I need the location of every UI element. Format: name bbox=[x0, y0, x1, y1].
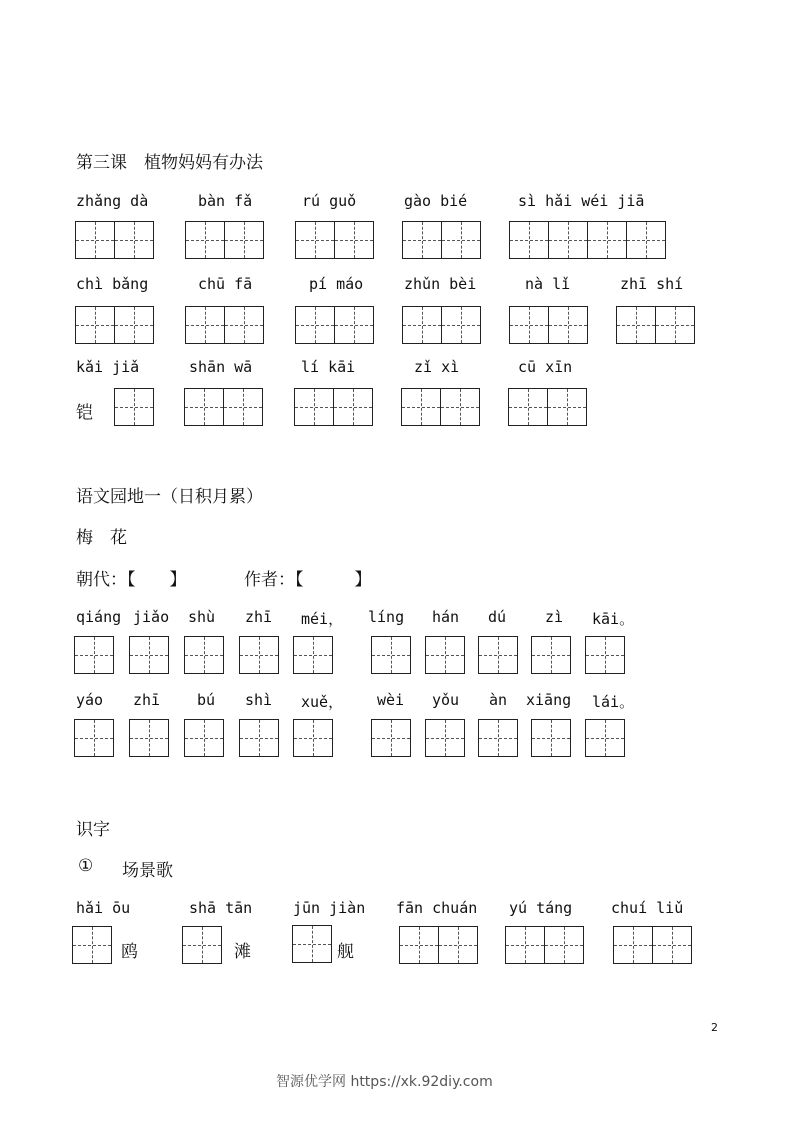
pinyin: chuí liǔ bbox=[611, 899, 684, 917]
pinyin: kāi。 bbox=[592, 610, 635, 628]
pinyin: méi， bbox=[301, 610, 344, 628]
section-title: 识字 bbox=[76, 820, 110, 840]
pinyin: cū xīn bbox=[518, 358, 573, 376]
pinyin: dú bbox=[488, 608, 507, 626]
writing-box[interactable] bbox=[129, 636, 169, 674]
writing-grid[interactable] bbox=[509, 306, 588, 344]
lesson-title: 第三课 植物妈妈有办法 bbox=[76, 153, 263, 173]
writing-box[interactable] bbox=[184, 636, 224, 674]
writing-box[interactable] bbox=[72, 926, 112, 964]
pinyin: zhī bbox=[133, 691, 161, 709]
pinyin: shù bbox=[188, 608, 216, 626]
pinyin: fān chuán bbox=[396, 899, 478, 917]
lesson-title: 场景歌 bbox=[122, 861, 173, 881]
writing-box[interactable] bbox=[425, 719, 465, 757]
writing-box[interactable] bbox=[129, 719, 169, 757]
pinyin: zhǎng dà bbox=[76, 192, 149, 210]
writing-grid[interactable] bbox=[184, 388, 263, 426]
writing-grid[interactable] bbox=[399, 926, 478, 964]
page-number: 2 bbox=[711, 1021, 718, 1034]
pinyin: jiǎo bbox=[133, 608, 170, 626]
dynasty-label: 朝代：【 】 bbox=[76, 570, 187, 590]
writing-box[interactable] bbox=[531, 719, 571, 757]
writing-box[interactable] bbox=[371, 719, 411, 757]
writing-box[interactable] bbox=[585, 719, 625, 757]
pinyin: zhǔn bèi bbox=[404, 275, 477, 293]
pinyin: yǒu bbox=[432, 691, 460, 709]
given-character: 鸥 bbox=[121, 942, 138, 962]
given-character: 滩 bbox=[234, 942, 251, 962]
pinyin: líng bbox=[368, 608, 405, 626]
pinyin: shān wā bbox=[189, 358, 253, 376]
writing-grid[interactable] bbox=[613, 926, 692, 964]
writing-box[interactable] bbox=[371, 636, 411, 674]
writing-box[interactable] bbox=[293, 636, 333, 674]
writing-grid[interactable] bbox=[616, 306, 695, 344]
pinyin: zì bbox=[545, 608, 564, 626]
writing-box[interactable] bbox=[239, 636, 279, 674]
footer-watermark[interactable]: 智源优学网 https://xk.92diy.com bbox=[276, 1074, 493, 1090]
lesson-number: ① bbox=[78, 856, 94, 876]
pinyin: lí kāi bbox=[301, 358, 356, 376]
writing-box[interactable] bbox=[478, 719, 518, 757]
pinyin: gào bié bbox=[404, 192, 468, 210]
writing-grid[interactable] bbox=[509, 221, 666, 259]
writing-box[interactable] bbox=[425, 636, 465, 674]
writing-grid[interactable] bbox=[294, 388, 373, 426]
writing-box[interactable] bbox=[293, 719, 333, 757]
pinyin: pí máo bbox=[309, 275, 364, 293]
pinyin: àn bbox=[489, 691, 508, 709]
writing-box[interactable] bbox=[74, 719, 114, 757]
pinyin: zhī shí bbox=[620, 275, 684, 293]
writing-box[interactable] bbox=[182, 926, 222, 964]
writing-grid[interactable] bbox=[185, 306, 264, 344]
pinyin: jūn jiàn bbox=[293, 899, 366, 917]
pinyin: wèi bbox=[377, 691, 405, 709]
pinyin: kǎi jiǎ bbox=[76, 358, 140, 376]
writing-box[interactable] bbox=[74, 636, 114, 674]
writing-grid[interactable] bbox=[75, 221, 154, 259]
writing-grid[interactable] bbox=[185, 221, 264, 259]
writing-box[interactable] bbox=[478, 636, 518, 674]
pinyin: bú bbox=[197, 691, 216, 709]
pinyin: chì bǎng bbox=[76, 275, 149, 293]
pinyin: nà lǐ bbox=[525, 275, 571, 293]
pinyin: hǎi ōu bbox=[76, 899, 131, 917]
writing-grid[interactable] bbox=[401, 388, 480, 426]
writing-box[interactable] bbox=[531, 636, 571, 674]
pinyin: rú guǒ bbox=[302, 192, 357, 210]
given-character: 舰 bbox=[337, 942, 354, 962]
pinyin: yú táng bbox=[509, 899, 573, 917]
pinyin: xuě， bbox=[301, 693, 344, 711]
pinyin: chū fā bbox=[198, 275, 253, 293]
pinyin: zhī bbox=[245, 608, 273, 626]
writing-box[interactable] bbox=[292, 925, 332, 963]
pinyin: bàn fǎ bbox=[198, 192, 253, 210]
poem-title: 梅 花 bbox=[76, 528, 127, 548]
pinyin: shā tān bbox=[189, 899, 253, 917]
pinyin: shì bbox=[245, 691, 273, 709]
writing-box[interactable] bbox=[239, 719, 279, 757]
author-label: 作者：【 】 bbox=[244, 570, 372, 590]
section-title: 语文园地一（日积月累） bbox=[76, 487, 263, 507]
pinyin: lái。 bbox=[592, 693, 635, 711]
writing-grid[interactable] bbox=[295, 306, 374, 344]
pinyin: qiáng bbox=[76, 608, 122, 626]
writing-grid[interactable] bbox=[508, 388, 587, 426]
writing-box[interactable] bbox=[114, 388, 154, 426]
pinyin: yáo bbox=[76, 691, 104, 709]
pinyin: sì hǎi wéi jiā bbox=[518, 192, 645, 210]
writing-grid[interactable] bbox=[75, 306, 154, 344]
writing-grid[interactable] bbox=[402, 221, 481, 259]
pinyin: zǐ xì bbox=[414, 358, 460, 376]
writing-grid[interactable] bbox=[295, 221, 374, 259]
pinyin: xiāng bbox=[526, 691, 572, 709]
given-character: 铠 bbox=[76, 403, 93, 423]
writing-grid[interactable] bbox=[505, 926, 584, 964]
pinyin: hán bbox=[432, 608, 460, 626]
writing-box[interactable] bbox=[585, 636, 625, 674]
writing-grid[interactable] bbox=[402, 306, 481, 344]
writing-box[interactable] bbox=[184, 719, 224, 757]
